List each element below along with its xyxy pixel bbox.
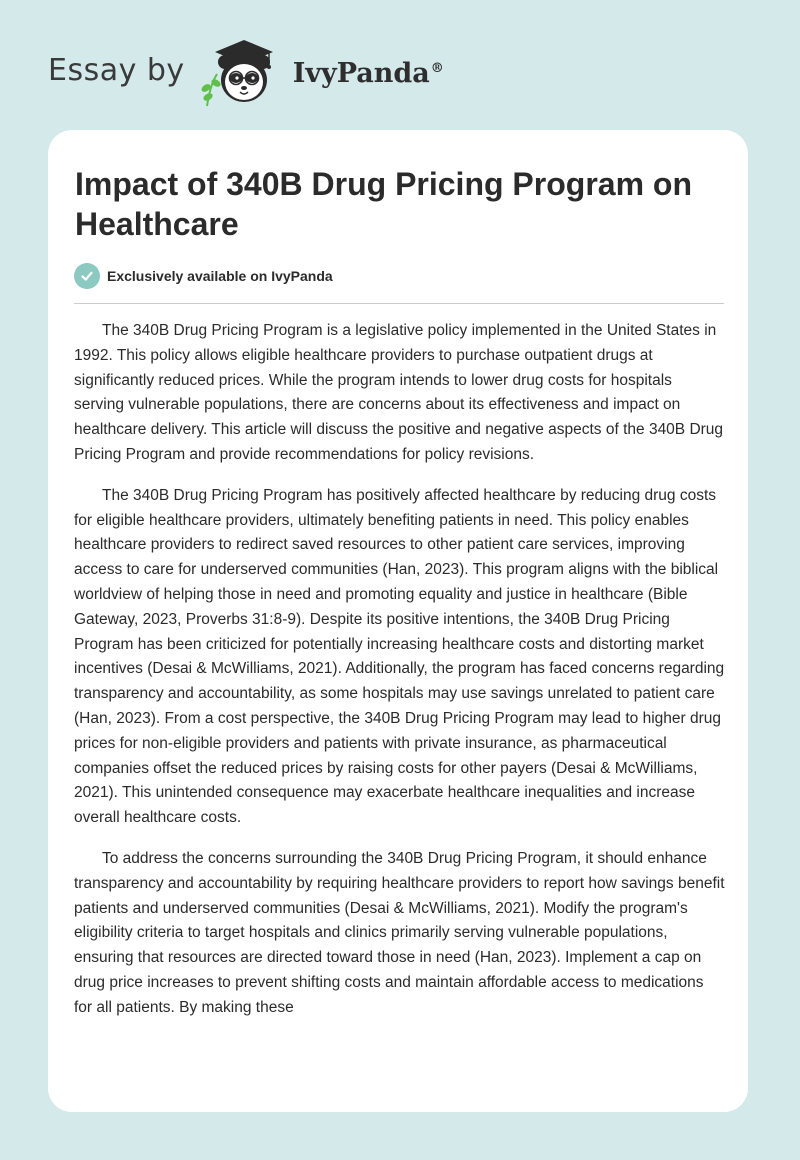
content-fade — [48, 1048, 748, 1112]
paragraph: The 340B Drug Pricing Program has positively affected healthcare by reducing drug costs for eligible healthcare providers, ultimately benefiting patients in need. This policy enables healthcare providers to redirect saved resources to other patient care services, improving access to care for underserved communities (Han, 2023). This program aligns with the biblical worldview of helping those in need and promoting equality and justice in healthcare (Bible Gateway, 2023, Proverbs 31:8-9). Despite its positive intentions, the 340B Drug Pricing Program has been criticized for potentially increasing healthcare costs and distorting market incentives (Desai & McWilliams, 2021). Additionally, the program has faced concerns regarding transparency and accountability, as some hospitals may use savings unrelated to patient care (Han, 2023). From a cost perspective, the 340B Drug Pricing Program may lead to higher drug prices for non-eligible providers and patients with private insurance, as pharmaceutical companies offset the reduced prices by raising costs for other payers (Desai & McWilliams, 2021). This unintended consequence may exacerbate healthcare inequalities and increase overall healthcare costs. — [74, 486, 725, 827]
registered-mark: ® — [430, 60, 444, 76]
brand-prefix: Essay by — [48, 52, 185, 88]
brand-name: IvyPanda® — [292, 57, 444, 89]
exclusive-badge-label: Exclusively available on IvyPanda — [107, 268, 333, 284]
paragraph: The 340B Drug Pricing Program is a legislative policy implemented in the United States in 1992. This policy allows eligible healthcare providers to purchase outpatient drugs at significantly reduced prices. While the program intends to lower drug costs for hospitals serving vulnerable populations, there are concerns about its effectiveness and impact on healthcare delivery. This article will discuss the positive and negative aspects of the 340B Drug Pricing Program and provide recommendations for policy revisions. — [74, 322, 724, 463]
check-icon — [74, 263, 100, 289]
site-logo[interactable] — [48, 36, 444, 108]
essay-body — [74, 319, 725, 1037]
exclusive-badge — [74, 263, 333, 289]
panda-mascot-icon — [197, 36, 289, 108]
divider — [74, 303, 724, 304]
paragraph: To address the concerns surrounding the 340B Drug Pricing Program, it should enhance transparency and accountability by requiring healthcare providers to report how savings benefit patients and underserved communities (Desai & McWilliams, 2021). Modify the program's eligibility criteria to target hospitals and clinics primarily serving vulnerable populations, ensuring that resources are directed toward those in need (Han, 2023). Implement a cap on drug price increases to prevent shifting costs and maintain affordable access to medications for all patients. By making these — [74, 849, 725, 1016]
page-title: Impact of 340B Drug Pricing Program on Healthcare — [75, 166, 692, 242]
essay-card — [48, 130, 748, 1112]
